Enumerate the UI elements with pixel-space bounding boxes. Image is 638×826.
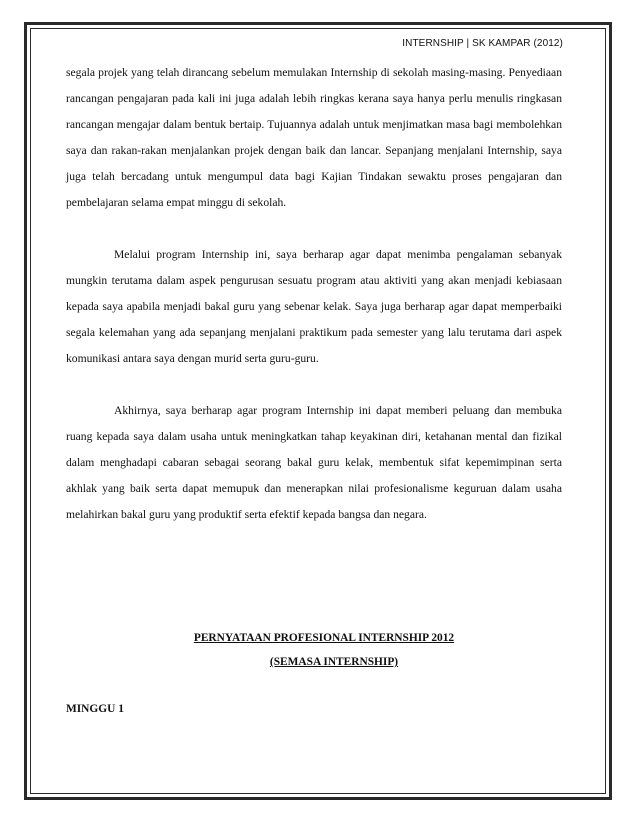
body-text [66, 60, 562, 528]
section-title: PERNYATAAN PROFESIONAL INTERNSHIP 2012 [193, 632, 455, 644]
running-header: INTERNSHIP | SK KAMPAR (2012) [402, 38, 563, 49]
paragraph-gap [66, 216, 562, 242]
paragraph-3: Akhirnya, saya berharap agar program Internship ini dapat memberi peluang dan membuka ruang kepada saya dalam usaha untuk meningkatkan tahap keyakinan diri, ketahanan mental dan fizikal dalam menghadapi cabaran sebagai seorang bakal guru kelak, membentuk sifat kepemimpinan serta akhlak yang baik serta dapat memupuk dan menerapkan nilai profesionalisme keguruan dalam usaha melahirkan bakal guru yang produktif serta efektif kepada bangsa dan negara. [66, 404, 562, 521]
paragraph-1: segala projek yang telah dirancang sebelum memulakan Internship di sekolah masing-masing. Penyediaan rancangan pengajaran pada kali ini juga adalah lebih ringkas kerana saya hanya perlu menulis ringkasan rancangan mengajar dalam bentuk bertaip. Tujuannya adalah untuk menjimatkan masa bagi membolehkan saya dan rakan-rakan menjalankan projek dengan baik dan lancar. Sepanjang menjalani Internship, saya juga telah bercadang untuk mengumpul data bagi Kajian Tindakan sewaktu proses pengajaran dan pembelajaran selama empat minggu di sekolah. [66, 66, 562, 209]
section-subtitle: (SEMASA INTERNSHIP) [269, 656, 399, 668]
paragraph-gap [66, 372, 562, 398]
paragraph-2: Melalui program Internship ini, saya berharap agar dapat menimba pengalaman sebanyak mungkin terutama dalam aspek pengurusan sesuatu program atau aktiviti yang akan menjadi kebiasaan kepada saya apabila menjadi bakal guru yang sebenar kelak. Saya juga berharap agar dapat memperbaiki segala kelemahan yang ada sepanjang menjalani praktikum pada semester yang lalu terutama dari aspek komunikasi antara saya dengan murid serta guru-guru. [66, 248, 562, 365]
week-label: MINGGU 1 [66, 703, 124, 715]
